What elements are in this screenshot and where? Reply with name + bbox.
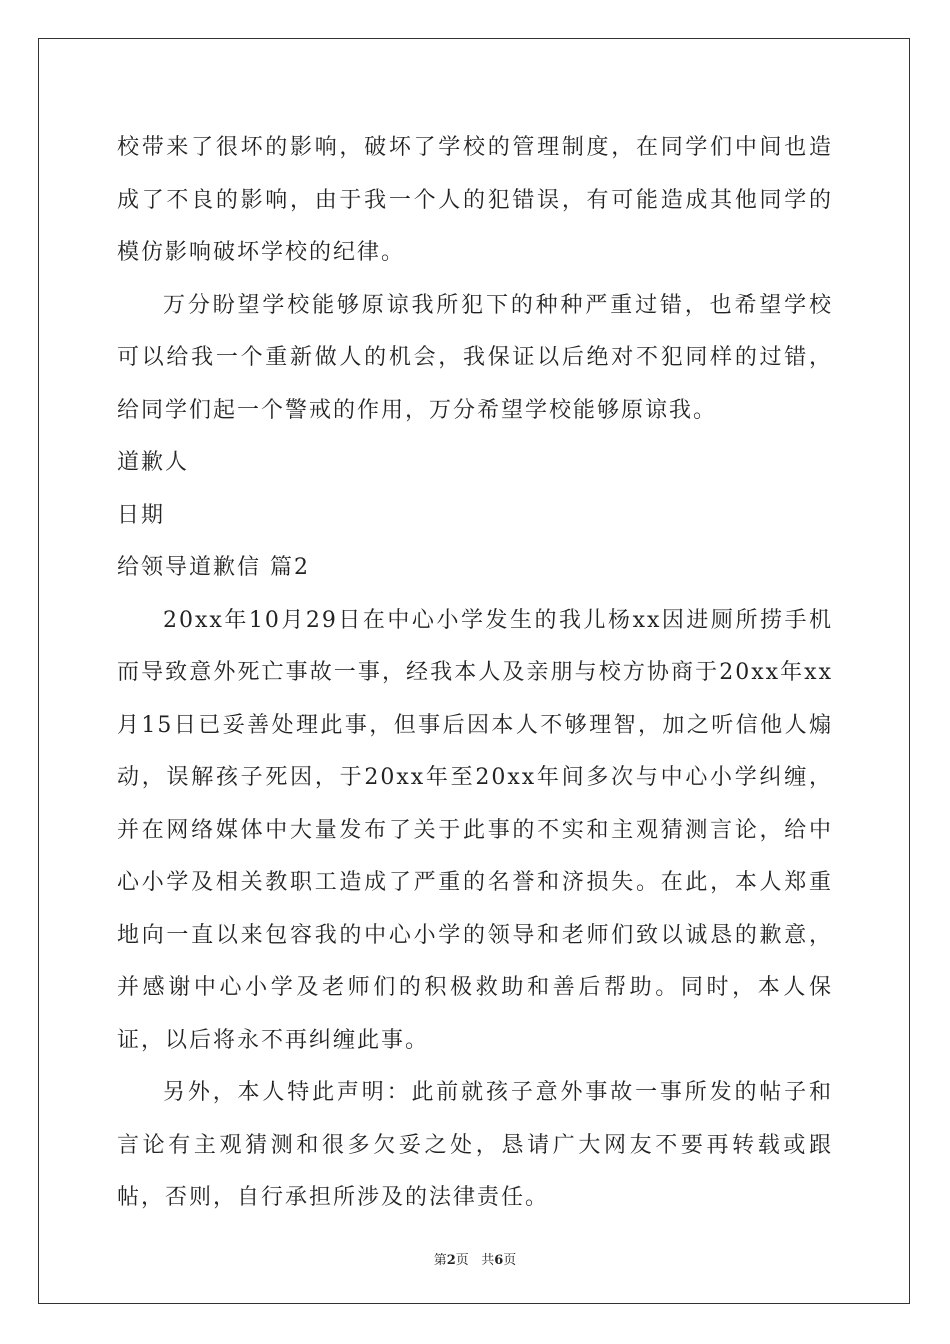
paragraph-plea: 万分盼望学校能够原谅我所犯下的种种严重过错，也希望学校可以给我一个重新做人的机会，我保证以后绝对不犯同样的过错，给同学们起一个警戒的作用，万分希望学校能够原谅我。 bbox=[117, 292, 833, 423]
footer-page-suffix: 页 bbox=[455, 1253, 469, 1268]
footer-page-current: 2 bbox=[446, 1253, 456, 1268]
section-heading: 给领导道歉信 篇2 bbox=[117, 555, 310, 580]
signature-apologizer: 道歉人 bbox=[117, 450, 190, 475]
footer-page-prefix: 第 bbox=[433, 1253, 447, 1268]
footer-page-total: 6 bbox=[494, 1253, 504, 1268]
footer-total-prefix: 共 bbox=[481, 1253, 495, 1268]
signature-date: 日期 bbox=[117, 502, 166, 528]
footer-total-suffix: 页 bbox=[503, 1253, 517, 1268]
paragraph-continuation: 校带来了很坏的影响，破坏了学校的管理制度，在同学们中间也造成了不良的影响，由于我一个人的犯错误，有可能造成其他同学的模仿影响破坏学校的纪律。 bbox=[117, 135, 833, 265]
document-body bbox=[117, 122, 833, 1225]
page-footer bbox=[0, 1249, 950, 1268]
paragraph-statement: 另外，本人特此声明：此前就孩子意外事故一事所发的帖子和言论有主观猜测和很多欠妥之处，恳请广大网友不要再转载或跟帖，否则，自行承担所涉及的法律责任。 bbox=[117, 1080, 833, 1210]
paragraph-incident: 20xx年10月29日在中心小学发生的我儿杨xx因进厕所捞手机而导致意外死亡事故一事，经我本人及亲朋与校方协商于20xx年xx月15日已妥善处理此事，但事后因本人不够理智，加之听信他人煽动，误解孩子死因，于20xx年至20xx年间多次与中心小学纠缠，并在网络媒体中大量发布了关于此事的不实和主观猜测言论，给中心小学及相关教职工造成了严重的名誉和济损失。在此，本人郑重地向一直以来包容我的中心小学的领导和老师们致以诚恳的歉意，并感谢中心小学及老师们的积极救助和善后帮助。同时，本人保证，以后将永不再纠缠此事。 bbox=[117, 607, 833, 1053]
